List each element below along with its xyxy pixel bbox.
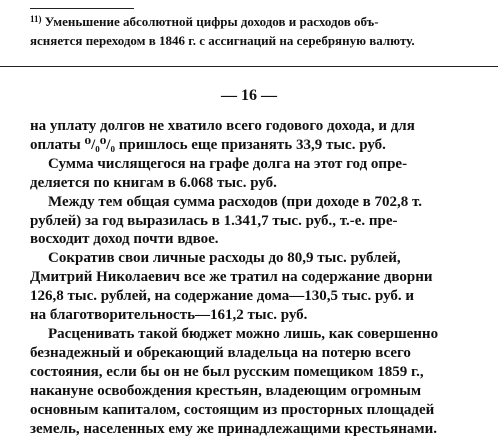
body-text xyxy=(30,117,485,438)
text-line: рублей) за год выразилась в 1.341,7 тыс. руб., т.-е. пре- xyxy=(30,212,485,231)
page-divider xyxy=(0,66,498,67)
text-line: на уплату долгов не хватило всего годового дохода, и для xyxy=(30,117,485,136)
footnote-marker: 11) xyxy=(30,14,42,24)
text-line: на благотворительность—161,2 тыс. руб. xyxy=(30,306,485,325)
text-line: Дмитрий Николаевич все же тратил на содержание дворни xyxy=(30,268,485,287)
page-number: — 16 — xyxy=(0,86,498,106)
text-line: деляется по книгам в 6.068 тыс. руб. xyxy=(30,174,485,193)
footnote-line xyxy=(30,12,475,31)
footnote-text: Уменьшение абсолютной цифры доходов и расходов объ- xyxy=(42,14,379,29)
paragraph-first-line: Сумма числящегося на графе долга на этот год опре- xyxy=(30,155,485,174)
text-line: земель, населенных ему же принадлежащими крестьянами. xyxy=(30,420,485,438)
text-line: накануне освобождения крестьян, владеющим огромным xyxy=(30,382,485,401)
text-line: основным капиталом, состоящим из просторных площадей xyxy=(30,401,485,420)
text-line: безнадежный и обрекающий владельца на потерю всего xyxy=(30,344,485,363)
text-line: 126,8 тыс. рублей, на содержание дома—130,5 тыс. руб. и xyxy=(30,287,485,306)
footnote-separator xyxy=(30,8,134,9)
paragraph-first-line: Расценивать такой бюджет можно лишь, как совершенно xyxy=(30,325,485,344)
footnote-line: ясняется переходом в 1846 г. с ассигнаций на серебряную валюту. xyxy=(30,31,475,50)
text-line: восходит доход почти вдвое. xyxy=(30,230,485,249)
text-line: состояния, если бы он не был русским помещиком 1859 г., xyxy=(30,363,485,382)
paragraph-first-line: Между тем общая сумма расходов (при доходе в 702,8 т. xyxy=(30,193,485,212)
footnote xyxy=(30,12,475,50)
text-line: оплаты ⁰/₀⁰/₀ пришлось еще призанять 33,9 тыс. руб. xyxy=(30,136,485,155)
paragraph-first-line: Сократив свои личные расходы до 80,9 тыс. рублей, xyxy=(30,249,485,268)
